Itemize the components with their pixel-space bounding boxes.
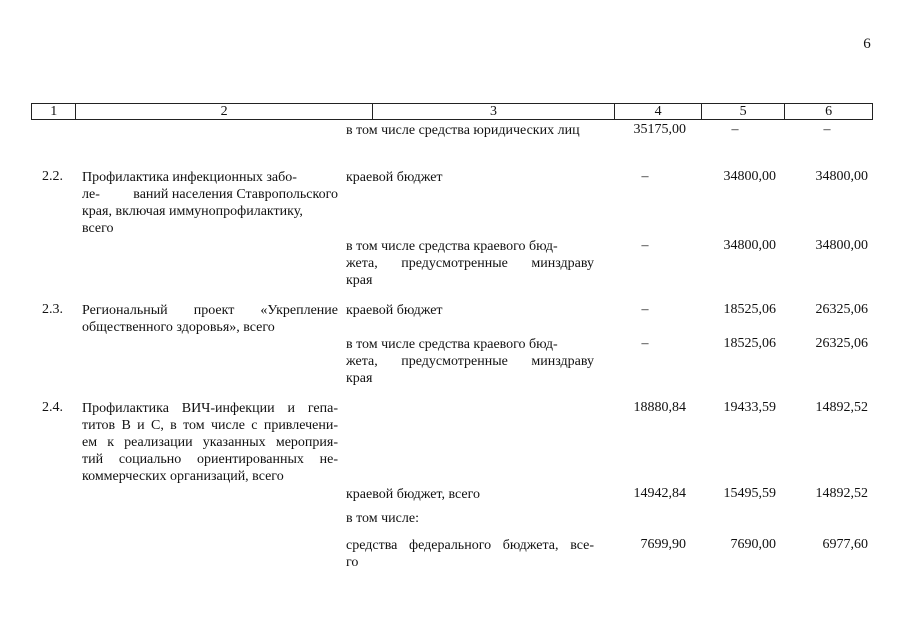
funding-source [346,537,594,571]
desc-line: края, включая иммунопрофилактику, [82,204,303,219]
desc-line: Региональный проект «Укрепление [82,303,338,318]
source-line: края [346,273,373,288]
source-line: жета, предусмотренные минздраву [346,256,594,271]
column-header-4: 4 [615,104,702,119]
source-line: го [346,555,359,570]
item-number: 2.4. [42,400,63,415]
value-col4: 7699,90 [640,537,686,552]
column-header-3: 3 [373,104,616,119]
value-col5: 34800,00 [723,169,776,184]
funding-source [346,238,594,289]
value-col6: 6977,60 [822,537,868,552]
value-col4: 35175,00 [633,122,686,137]
value-col4: – [641,336,649,351]
value-col5: 18525,06 [723,336,776,351]
source-line: края [346,371,373,386]
desc-line: тий социально ориентированных не- [82,452,338,467]
desc-line: Профилактика инфекционных забо- [82,170,297,185]
column-header-1: 1 [32,104,76,119]
value-col5: 18525,06 [723,302,776,317]
source-line: жета, предусмотренные минздраву [346,354,594,369]
column-header-2: 2 [76,104,372,119]
value-col4: – [641,238,649,253]
funding-source: в том числе средства юридических лиц [346,123,580,138]
desc-line: Профилактика ВИЧ-инфекции и гепа- [82,401,338,416]
item-number: 2.2. [42,169,63,184]
funding-source: краевой бюджет [346,303,443,318]
desc-line: всего [82,221,114,236]
value-col4: – [641,302,649,317]
funding-source: краевой бюджет, всего [346,487,481,502]
item-number: 2.3. [42,302,63,317]
value-col6: 34800,00 [815,238,868,253]
item-description [82,400,338,485]
value-col6: 26325,06 [815,302,868,317]
column-header-6: 6 [825,104,833,119]
value-col5: 34800,00 [723,238,776,253]
funding-source: в том числе: [346,511,419,526]
column-header-5: 5 [702,104,785,119]
value-col6: 14892,52 [815,486,868,501]
value-col4: 14942,84 [633,486,686,501]
funding-source [346,336,594,387]
desc-line: ле- [82,187,100,202]
item-description [82,302,338,336]
table-header-row [31,103,873,120]
source-line: средства федерального бюджета, все- [346,538,594,553]
value-col6: – [823,122,831,137]
desc-line: ем к реализации указанных мероприя- [82,435,338,450]
source-line: в том числе средства краевого бюд- [346,239,558,254]
desc-line: титов В и С, в том числе с привлечени- [82,418,338,433]
value-col4: 18880,84 [633,400,686,415]
source-line: в том числе средства краевого бюд- [346,337,558,352]
value-col5: 19433,59 [723,400,776,415]
value-col6: 26325,06 [815,336,868,351]
value-col5: 7690,00 [730,537,776,552]
item-description [82,169,338,237]
desc-line: общественного здоровья», всего [82,320,275,335]
desc-line: коммерческих организаций, всего [82,469,284,484]
funding-source: краевой бюджет [346,170,443,185]
desc-line: ваний населения Ставропольского [133,187,338,202]
value-col6: 14892,52 [815,400,868,415]
value-col6: 34800,00 [815,169,868,184]
value-col5: – [731,122,739,137]
page-number: 6 [863,36,871,52]
value-col5: 15495,59 [723,486,776,501]
value-col4: – [641,169,649,184]
